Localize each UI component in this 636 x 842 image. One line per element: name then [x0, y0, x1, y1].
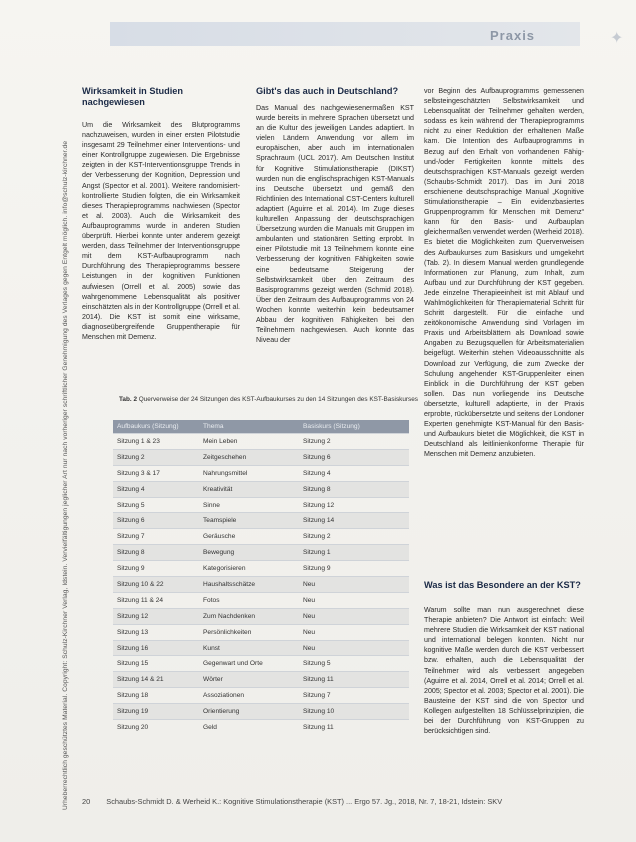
table-cell: Teamspiele	[199, 513, 299, 529]
table-row	[113, 529, 409, 545]
column-2	[256, 103, 414, 345]
table-cell: Sitzung 11	[299, 720, 409, 735]
table-cell: Persönlichkeiten	[199, 624, 299, 640]
table-cell: Sitzung 18	[113, 688, 199, 704]
table-cell: Sitzung 10	[299, 704, 409, 720]
table-cell: Sitzung 20	[113, 720, 199, 735]
table-cell: Sitzung 14 & 21	[113, 672, 199, 688]
table-cell: Sitzung 14	[299, 513, 409, 529]
table-row	[113, 497, 409, 513]
table-row	[113, 704, 409, 720]
table-cell: Sitzung 13	[113, 624, 199, 640]
column-3	[424, 86, 584, 566]
table-cell: Sitzung 2	[113, 449, 199, 465]
table-cell: Sitzung 11 & 24	[113, 592, 199, 608]
table-cell: Sitzung 16	[113, 640, 199, 656]
table-caption	[119, 396, 419, 404]
table-cell: Sitzung 1	[299, 545, 409, 561]
table-cell: Sitzung 6	[113, 513, 199, 529]
column-3-text: vor Beginn des Aufbauprogramms gemessenen selbsteingeschätzten Selbstwirksamkeit und Lebensqualität der Teilnehmer gehalten werden, sodass es kein während der Therapieprogramms nicht zu einer Reduktion der erhaltenen Maße kam. Die Intention des Aufbauprogramms in Bezug auf den Erhalt von vorhandenen Fähig- und-/oder Fertigkeiten konnte mittels des deutschsprachigen KST-Manuals gezeigt werden (Schaubs-Schmidt 2017). Das im Juni 2018 erschienene deutschsprachige Manual „Kognitive Stimulationstherapie – Ein evidenzbasiertes Gruppenprogramm für Menschen mit Demenz“ kann für den Basis- und Aufbauplan gleichermaßen verwendet werden (Werheid 2018). Es bietet die Möglichkeiten zum Querverweisen des Aufbaukurses zum Basiskurs und umgekehrt (Tab. 2). In diesem Manual werden grundlegende Informationen zur Planung, zum Inhalt, zum Aufbau und zur Durchführung der KST gegeben. Jede einzelne Therapieeinheit ist mit Ablauf und Wahlmöglichkeiten für Therapiematerial Schritt für Schritt dargestellt. Für die einfache und zeitökonomische Anwendung sind Vorlagen im Praxis und Arbeitsblättern als Download sowie Angaben zu Bezugsquellen für Arbeitsmaterialien beigefügt. Weiterhin stehen Videoausschnitte als Download zur Verfügung, die zum Zwecke der Schulung angehender KST-Gruppenleiter einen Einblick in die Durchführung der KST geben sollen. Das nun vorliegende ins Deutsche übersetzte, kulturell adaptierte, in der Praxis erprobte, rückübersetzte und seitens der Londoner Experten genehmigte KST-Manual für den Basis- und Aufbaukurs bietet die Möglichkeit, die KST in Deutschland als leitlinienkonforme Therapie für Menschen mit Demenz anzubieten.	[424, 87, 584, 459]
table-cell: Zum Nachdenken	[199, 608, 299, 624]
table-row	[113, 545, 409, 561]
table-cell: Sinne	[199, 497, 299, 513]
table-header-cell: Thema	[199, 420, 299, 434]
table-cell: Sitzung 5	[299, 656, 409, 672]
table-cell: Neu	[299, 592, 409, 608]
table-row	[113, 608, 409, 624]
table-row	[113, 656, 409, 672]
table-row	[113, 577, 409, 593]
page-number: 20	[82, 797, 91, 806]
column-3-bottom-text: Warum sollte man nun ausgerechnet diese Therapie anbieten? Die Antwort ist einfach: Weil mehrere Studien die Wirksamkeit der KST national und international belegen konnten. Nicht nur kognitive Maße werden durch die KST verbessert bzw. erhalten, auch die Lebensqualität der Teilnehmer wird als verbessert angegeben (Aguirre et al. 2014, Orrell et al. 2014; Orrell et al. 2005; Spector et al. 2003; Spector et al. 2001). Die Bausteine der KST sind die von Spector und Kollegen aufgestellten 18 Schlüsselprinzipien, die bei der Durchführung von KST-Gruppen zu berücksichtigen sind.	[424, 606, 584, 736]
table-cell: Fotos	[199, 592, 299, 608]
table-cell: Sitzung 12	[299, 497, 409, 513]
table-cell: Sitzung 12	[113, 608, 199, 624]
table-cell: Sitzung 3 & 17	[113, 465, 199, 481]
table-row	[113, 449, 409, 465]
table-row	[113, 640, 409, 656]
table-cell: Zeitgeschehen	[199, 449, 299, 465]
table-cell: Sitzung 9	[299, 561, 409, 577]
table-cell: Kunst	[199, 640, 299, 656]
table-row	[113, 688, 409, 704]
table-cell: Nahrungsmittel	[199, 465, 299, 481]
table-cell: Bewegung	[199, 545, 299, 561]
table-cell: Sitzung 11	[299, 672, 409, 688]
table-cell: Sitzung 4	[113, 481, 199, 497]
table-row	[113, 481, 409, 497]
section-title: Praxis	[490, 28, 536, 43]
table-cell: Haushaltsschätze	[199, 577, 299, 593]
table-cell: Assoziationen	[199, 688, 299, 704]
table-cell: Gegenwart und Orte	[199, 656, 299, 672]
table-cell: Orientierung	[199, 704, 299, 720]
table-cell: Sitzung 2	[299, 529, 409, 545]
heading-wirksamkeit: Wirksamkeit in Studien nachgewiesen	[82, 86, 184, 107]
table-row	[113, 720, 409, 735]
table-cell: Neu	[299, 640, 409, 656]
table-cell: Sitzung 19	[113, 704, 199, 720]
table-cell: Sitzung 15	[113, 656, 199, 672]
table-cell: Sitzung 9	[113, 561, 199, 577]
cross-reference-table	[113, 420, 409, 735]
table-header-row	[113, 420, 409, 434]
heading-deutschland: Gibt's das auch in Deutschland?	[256, 86, 399, 96]
table-row	[113, 513, 409, 529]
table-cell: Kategorisieren	[199, 561, 299, 577]
table-caption-label: Tab. 2	[119, 396, 137, 403]
table-cell: Geräusche	[199, 529, 299, 545]
column-1	[82, 120, 240, 342]
corner-mark: ✦	[610, 30, 624, 47]
table-row	[113, 624, 409, 640]
column-2-text: Das Manual des nachgewiesenermaßen KST wurde bereits in mehrere Sprachen übersetzt und an die Kultur des jeweiligen Landes adaptiert. In vielen Ländern Anwendung vor allem im europäischen, aber auch im internationalen Sprachraum (UCL 2017). Am Deutschen Institut für Kognitive Stimulationstherapie (DIKST) wurden nun die englischsprachigen KST-Manuals ins Deutsche übersetzt und gemäß den Richtlinien des International CST-Centers kulturell adaptiert (Aguirre et al. 2014). Im Zuge dieses kulturellen Anpassung der deutschsprachigen Übersetzung wurden die Manuals mit Gruppen im ambulanten und stationären Setting erprobt. In einer Pilotstudie mit 13 Teilnehmern konnte eine Verbesserung der kognitiven Fähigkeiten sowie eine bedeutsame Steigerung der Selbstwirksamkeit über den Zeitraum des Basisprogramms gezeigt werden (Schmid 2018). Über den Zeitraum des Aufbauprogramms von 24 Wochen konnte weiterhin kein bedeutsamer Abbau der kognitiven Fähigkeiten bei den Teilnehmern nachgewiesen. Auch konnte das Niveau der	[256, 104, 414, 345]
table-row	[113, 592, 409, 608]
table-cell: Sitzung 5	[113, 497, 199, 513]
table-cell: Neu	[299, 577, 409, 593]
table-header-cell: Aufbaukurs (Sitzung)	[113, 420, 199, 434]
table-cell: Geld	[199, 720, 299, 735]
table-cell: Sitzung 4	[299, 465, 409, 481]
footer-citation: Schaubs-Schmidt D. & Werheid K.: Kognitive Stimulationstherapie (KST) ... Ergo 57. Jg., 2018, Nr. 7, 18-21, Idstein: SKV	[106, 797, 503, 806]
table-cell: Sitzung 2	[299, 434, 409, 450]
page-footer	[82, 797, 602, 806]
table-cell: Sitzung 8	[113, 545, 199, 561]
copyright-side-note: Urheberrechtlich geschütztes Material. Copyright: Schulz-Kirchner Verlag, Idstein. Vervielfältigungen jeglicher Art nur nach vorheriger schriftlicher Genehmigung des Verlages gegen Entgelt möglich. info@schulz-kirchner.de	[62, 140, 69, 810]
table-row	[113, 561, 409, 577]
table-cell: Sitzung 1 & 23	[113, 434, 199, 450]
table-row	[113, 465, 409, 481]
heading-besondere: Was ist das Besondere an der KST?	[424, 580, 581, 590]
table-cell: Sitzung 7	[113, 529, 199, 545]
table-cell: Neu	[299, 608, 409, 624]
table-cell: Mein Leben	[199, 434, 299, 450]
table-cell: Wörter	[199, 672, 299, 688]
table-cell: Sitzung 6	[299, 449, 409, 465]
table-cell: Kreativität	[199, 481, 299, 497]
table-header-cell: Basiskurs (Sitzung)	[299, 420, 409, 434]
table-caption-text: Querverweise der 24 Sitzungen des KST-Aufbaukurses zu den 14 Sitzungen des KST-Basiskurses	[138, 396, 418, 403]
table-cell: Sitzung 7	[299, 688, 409, 704]
table-cell: Neu	[299, 624, 409, 640]
table-row	[113, 672, 409, 688]
table-cell: Sitzung 10 & 22	[113, 577, 199, 593]
column-3-bottom	[424, 605, 584, 736]
column-1-text: Um die Wirksamkeit des Blutprogramms nachzuweisen, wurden in einer ersten Pilotstudie insgesamt 29 Teilnehmer einer Interventions- und einer Kontrollgruppe zugewiesen. Die Ergebnisse zeigten in der KST-Interventionsgruppe Trends in der Verbesserung der Kognition, Depression und Angst (Spector et al. 2001). Weitere randomisiert-kontrollierte Studien folgten, die ein Wirksamkeit dieses Therapieprogramms nachwiesen (Spector et al. 2003). Auch die Wirksamkeit des Aufbauprogramms wurde in anderen Studien überprüft. Hierbei konnte unter anderem gezeigt werden, dass Teilnehmer der Interventionsgruppe mit dem KST-Aufbauprogramm nach Durchführung des Therapieprogramms bessere Leistungen in der kognitiven Funktionen aufwiesen (Orrell et al. 2005) sowie das wahrgenommene Lebensqualität als positiver einschätzten als in der Kontrollgruppe (Orrell et al. 2014). Die KST ist somit eine wirksame, diagnoseübergreifende Gruppentherapie für Menschen mit Demenz.	[82, 121, 240, 341]
table-row	[113, 434, 409, 450]
table-cell: Sitzung 8	[299, 481, 409, 497]
